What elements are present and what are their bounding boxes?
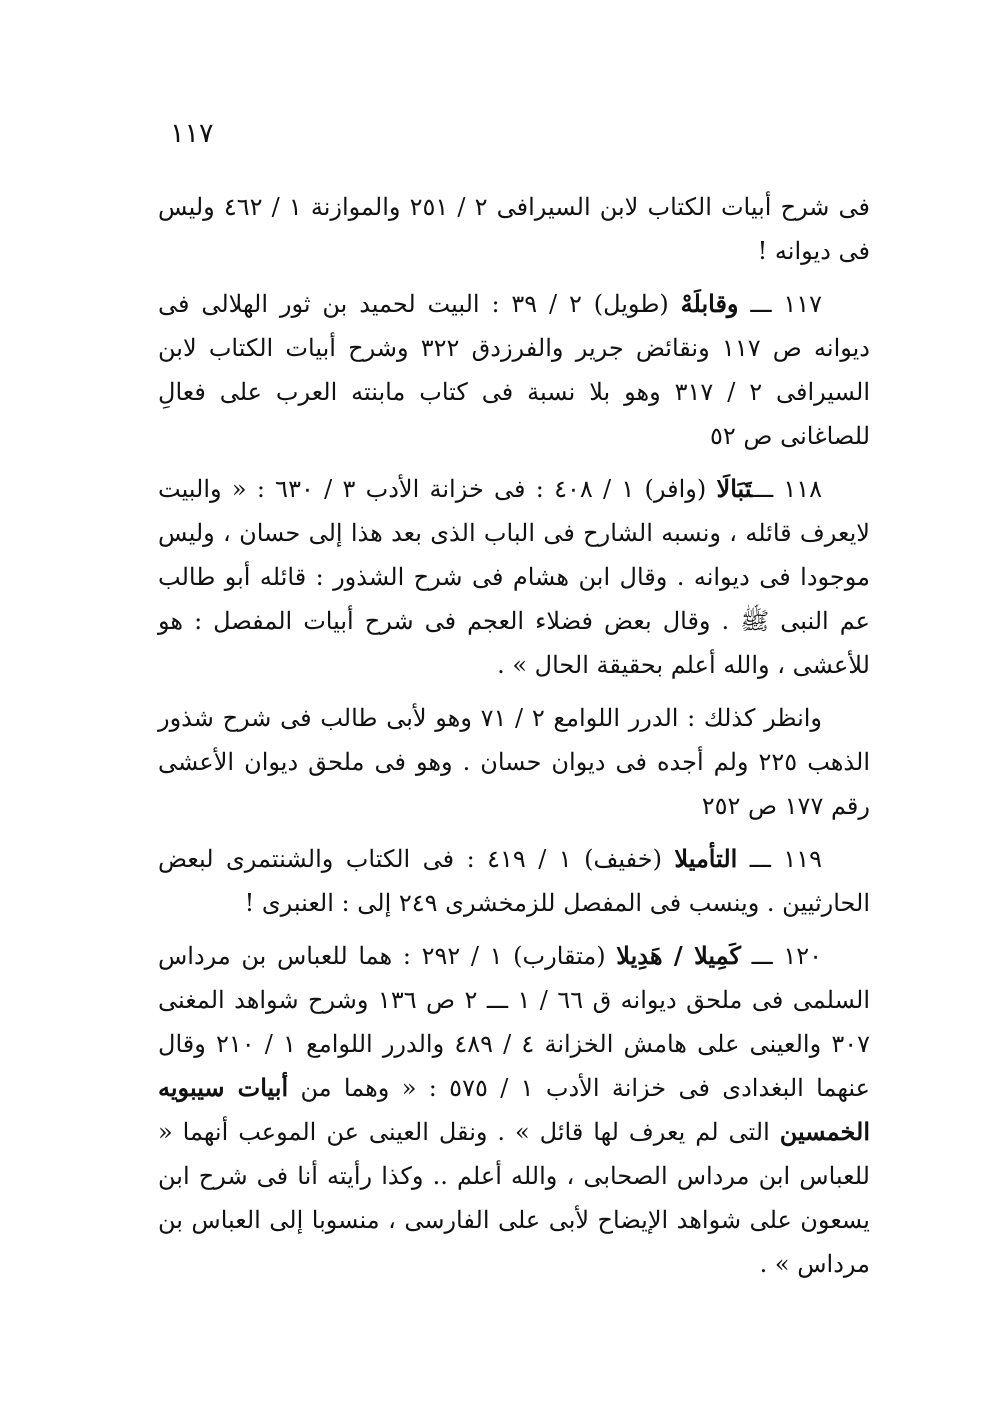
paragraph-p118 <box>158 467 870 687</box>
bold-keyword: كَمِيلا / هَدِيلا <box>616 941 741 970</box>
body-text: (متقارب) ١ / ٢٩٢ : هما للعباس بن مرداس السلمى فى ملحق ديوانه ق ٦٦ / ١ ـــ ٢ ص ١٣٦ وشرح شواهد المغنى ٣٠٧ والعينى على هامش الخزانة ٤ / ٤٨٩ والدرر اللوامع ١ / ٢١٠ وقال عنهما البغدادى فى خزانة الأدب ١ / ٥٧٥ : « وهما من <box>158 942 871 1102</box>
paragraph-p119 <box>158 837 870 925</box>
bold-keyword: أبيات سيبويه الخمسين <box>158 1073 870 1146</box>
bold-keyword: تَبَالَا <box>716 474 752 503</box>
bold-keyword: التأميلا <box>674 844 738 873</box>
body-text: التى لم يعرف لها قائل » . ونقل العينى عن الموعب أنهما « للعباس ابن مرداس الصحابى ، والله أعلم .. وكذا رأيته أنا فى شرح ابن يسعون على شواهد الإيضاح لأبى على الفارسى ، منسوبا إلى العباس بن مرداس » . <box>158 1118 870 1278</box>
body-text: ١١٩ ـــ <box>737 845 823 873</box>
body-text: (وافر) ١ / ٤٠٨ : فى خزانة الأدب ٣ / ٦٣٠ : « والبيت لايعرف قائله ، ونسبه الشارح فى الباب الذى بعد هذا إلى حسان ، وليس موجودا فى ديوانه . وقال ابن هشام فى شرح الشذور : قائله أبو طالب عم النبى ﷺ . وقال بعض فضلاء العجم فى شرح أبيات المفصل : هو للأعشى ، والله أعلم بحقيقة الحال » . <box>158 475 870 679</box>
paragraph-p0 <box>158 185 870 273</box>
bold-keyword: وقابلَهْ <box>680 289 739 318</box>
paragraph-p120 <box>158 934 870 1286</box>
body-text: ١٢٠ ـــ <box>740 942 823 970</box>
body-text: (طويل) ٢ / ٣٩ : البيت لحميد بن ثور الهلالى فى ديوانه ص ١١٧ ونقائض جرير والفرزدق ٣٢٢ وشرح أبيات الكتاب لابن السيرافى ٢ / ٣١٧ وهو بلا نسبة فى كتاب مابنته العرب على فعالِ للصاغانى ص ٥٢ <box>158 290 871 450</box>
page-number: ١١٧ <box>170 118 214 149</box>
body-text: فى شرح أبيات الكتاب لابن السيرافى ٢ / ٢٥١ والموازنة ١ / ٤٦٢ وليس فى ديوانه ! <box>158 193 871 265</box>
body-text: ١١٨ ـــ <box>752 475 823 503</box>
body-text: (خفيف) ١ / ٤١٩ : فى الكتاب والشنتمرى لبعض الحارثيين . وينسب فى المفصل للزمخشرى ٢٤٩ إلى : العنبرى ! <box>158 845 870 917</box>
paragraph-p118b <box>158 696 870 828</box>
body-text: ١١٧ ـــ <box>738 290 823 318</box>
body-text: وانظر كذلك : الدرر اللوامع ٢ / ٧١ وهو لأبى طالب فى شرح شذور الذهب ٢٢٥ ولم أجده فى ديوان حسان . وهو فى ملحق ديوان الأعشى رقم ١٧٧ ص ٢٥٢ <box>158 704 870 820</box>
page-body <box>158 185 870 1295</box>
paragraph-p117 <box>158 282 870 458</box>
